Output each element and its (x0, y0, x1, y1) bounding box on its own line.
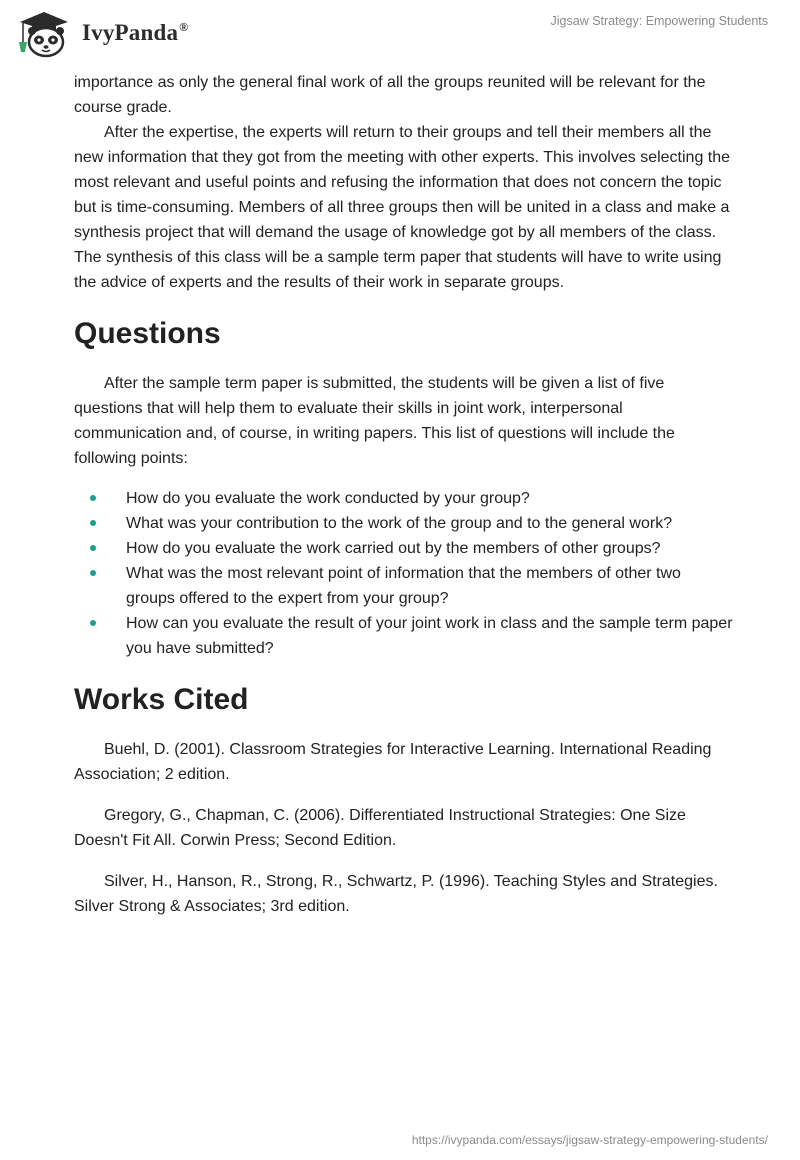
bullet-icon (90, 520, 96, 526)
bullet-icon (90, 620, 96, 626)
list-item: What was the most relevant point of information that the members of other two groups offered to the expert from your group? (74, 561, 734, 611)
citation: Silver, H., Hanson, R., Strong, R., Schwartz, P. (1996). Teaching Styles and Strategies. Silver Strong & Associates; 3rd edition. (74, 873, 718, 915)
document-title: Jigsaw Strategy: Empowering Students (550, 14, 768, 28)
page-header (0, 0, 800, 70)
questions-intro: After the sample term paper is submitted, the students will be given a list of five questions that will help them to evaluate their skills in joint work, interpersonal communication and, of course, in writing papers. This list of questions will include the following points: (74, 375, 675, 467)
list-item: How do you evaluate the work conducted by your group? (74, 486, 734, 511)
questions-list (74, 486, 734, 661)
paragraph-experts: After the expertise, the experts will return to their groups and tell their members all the new information that they got from the meeting with other experts. This involves selecting the most relevant and useful points and refusing the information that does not concern the topic but is time-consuming. Members of all three groups then will be united in a class and make a synthesis project that will demand the usage of knowledge got by all members of the class. The synthesis of this class will be a sample term paper that students will have to write using the advice of experts and the results of their work in separate groups. (74, 124, 731, 291)
brand-name: IvyPanda® (82, 20, 189, 45)
bullet-icon (90, 495, 96, 501)
bullet-icon (90, 570, 96, 576)
bullet-icon (90, 545, 96, 551)
paragraph-continued: importance as only the general final work of all the groups reunited will be relevant for the course grade. (74, 74, 706, 116)
citation: Buehl, D. (2001). Classroom Strategies for Interactive Learning. International Reading Association; 2 edition. (74, 741, 712, 783)
list-item: What was your contribution to the work of the group and to the general work? (74, 511, 734, 536)
works-cited-heading: Works Cited (74, 683, 249, 716)
list-item: How do you evaluate the work carried out by the members of other groups? (74, 536, 734, 561)
questions-heading: Questions (74, 317, 221, 350)
citation: Gregory, G., Chapman, C. (2006). Differentiated Instructional Strategies: One Size Doesn't Fit All. Corwin Press; Second Edition. (74, 807, 686, 849)
source-url[interactable]: https://ivypanda.com/essays/jigsaw-strategy-empowering-students/ (411, 1133, 768, 1147)
essay-content (74, 70, 734, 935)
list-item: How can you evaluate the result of your joint work in class and the sample term paper you have submitted? (74, 611, 734, 661)
panda-graduate-icon (14, 8, 76, 58)
ivypanda-logo[interactable] (14, 8, 188, 58)
